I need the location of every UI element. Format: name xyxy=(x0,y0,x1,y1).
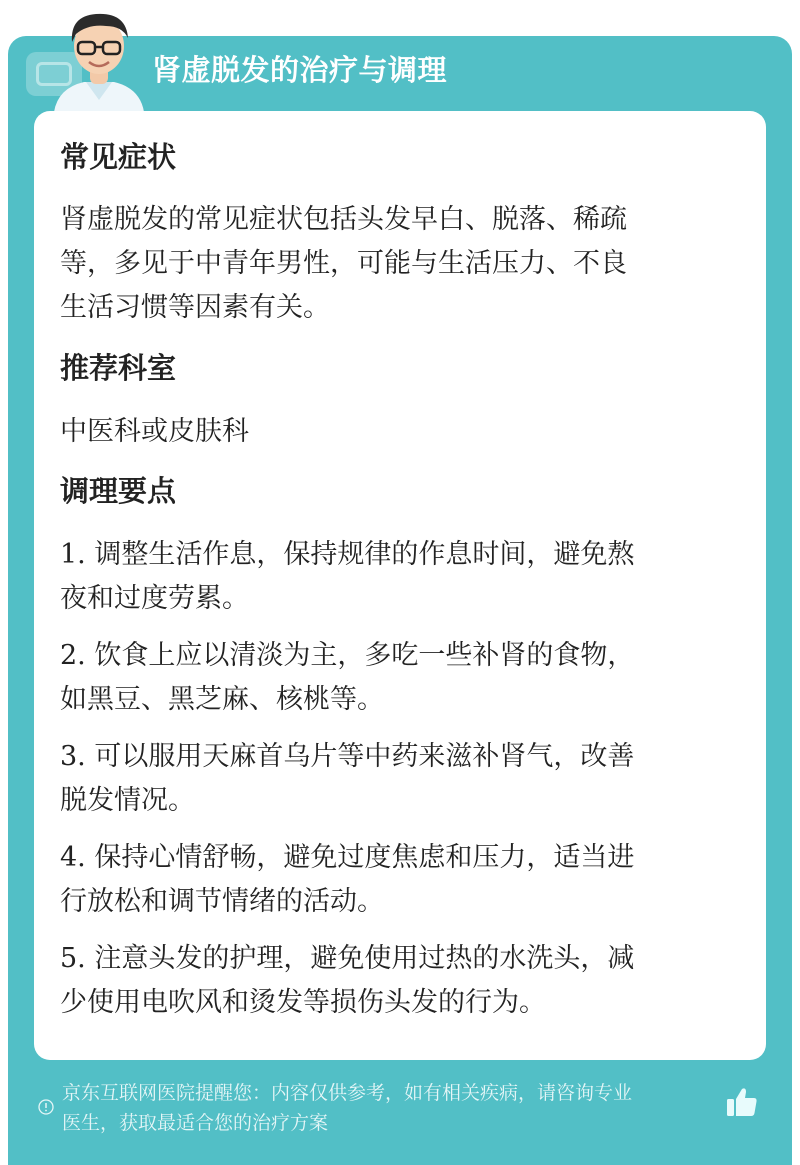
care-item-line: 保持心情舒畅，避免过度焦虑和压力，适当进 xyxy=(94,842,635,873)
care-item-line: 少使用电吹风和烫发等损伤头发的行为。 xyxy=(60,987,546,1018)
care-item-line: 调整生活作息，保持规律的作息时间，避免熬 xyxy=(94,539,635,570)
care-item-number: 5. xyxy=(60,943,86,974)
symptoms-line: 生活习惯等因素有关。 xyxy=(60,292,330,323)
disclaimer-text xyxy=(62,1078,732,1138)
care-item-3 xyxy=(60,735,730,823)
doctor-avatar-icon xyxy=(44,4,154,112)
care-item-4 xyxy=(60,836,730,924)
section-heading-symptoms: 常见症状 xyxy=(60,140,177,174)
care-item-number: 3. xyxy=(60,741,86,772)
care-item-line: 夜和过度劳累。 xyxy=(60,583,249,614)
info-icon xyxy=(38,1099,54,1115)
disclaimer-line: 京东互联网医院提醒您：内容仅供参考，如有相关疾病，请咨询专业 xyxy=(62,1082,633,1104)
care-item-1 xyxy=(60,533,730,621)
department-line: 中医科或皮肤科 xyxy=(60,416,249,447)
section-heading-department: 推荐科室 xyxy=(60,351,177,385)
care-item-2 xyxy=(60,634,730,722)
thumbs-up-icon[interactable] xyxy=(724,1084,760,1120)
care-item-line: 可以服用天麻首乌片等中药来滋补肾气，改善 xyxy=(94,741,635,772)
symptoms-line: 肾虚脱发的常见症状包括头发早白、脱落、稀疏 xyxy=(60,204,627,235)
care-item-number: 4. xyxy=(60,842,86,873)
care-item-number: 2. xyxy=(60,640,86,671)
symptoms-line: 等，多见于中青年男性，可能与生活压力、不良 xyxy=(60,248,627,279)
care-item-line: 脱发情况。 xyxy=(60,785,195,816)
care-item-line: 如黑豆、黑芝麻、核桃等。 xyxy=(60,684,384,715)
care-item-line: 饮食上应以清淡为主，多吃一些补肾的食物， xyxy=(94,640,635,671)
disclaimer-line: 医生，获取最适合您的治疗方案 xyxy=(62,1112,329,1134)
care-item-line: 注意头发的护理，避免使用过热的水洗头，减 xyxy=(94,943,635,974)
department-text xyxy=(60,410,730,454)
symptoms-text xyxy=(60,198,730,330)
section-heading-care-points: 调理要点 xyxy=(60,474,177,508)
care-item-line: 行放松和调节情绪的活动。 xyxy=(60,886,384,917)
page-title: 肾虚脱发的治疗与调理 xyxy=(152,53,448,87)
care-item-5 xyxy=(60,937,730,1025)
care-item-number: 1. xyxy=(60,539,86,570)
